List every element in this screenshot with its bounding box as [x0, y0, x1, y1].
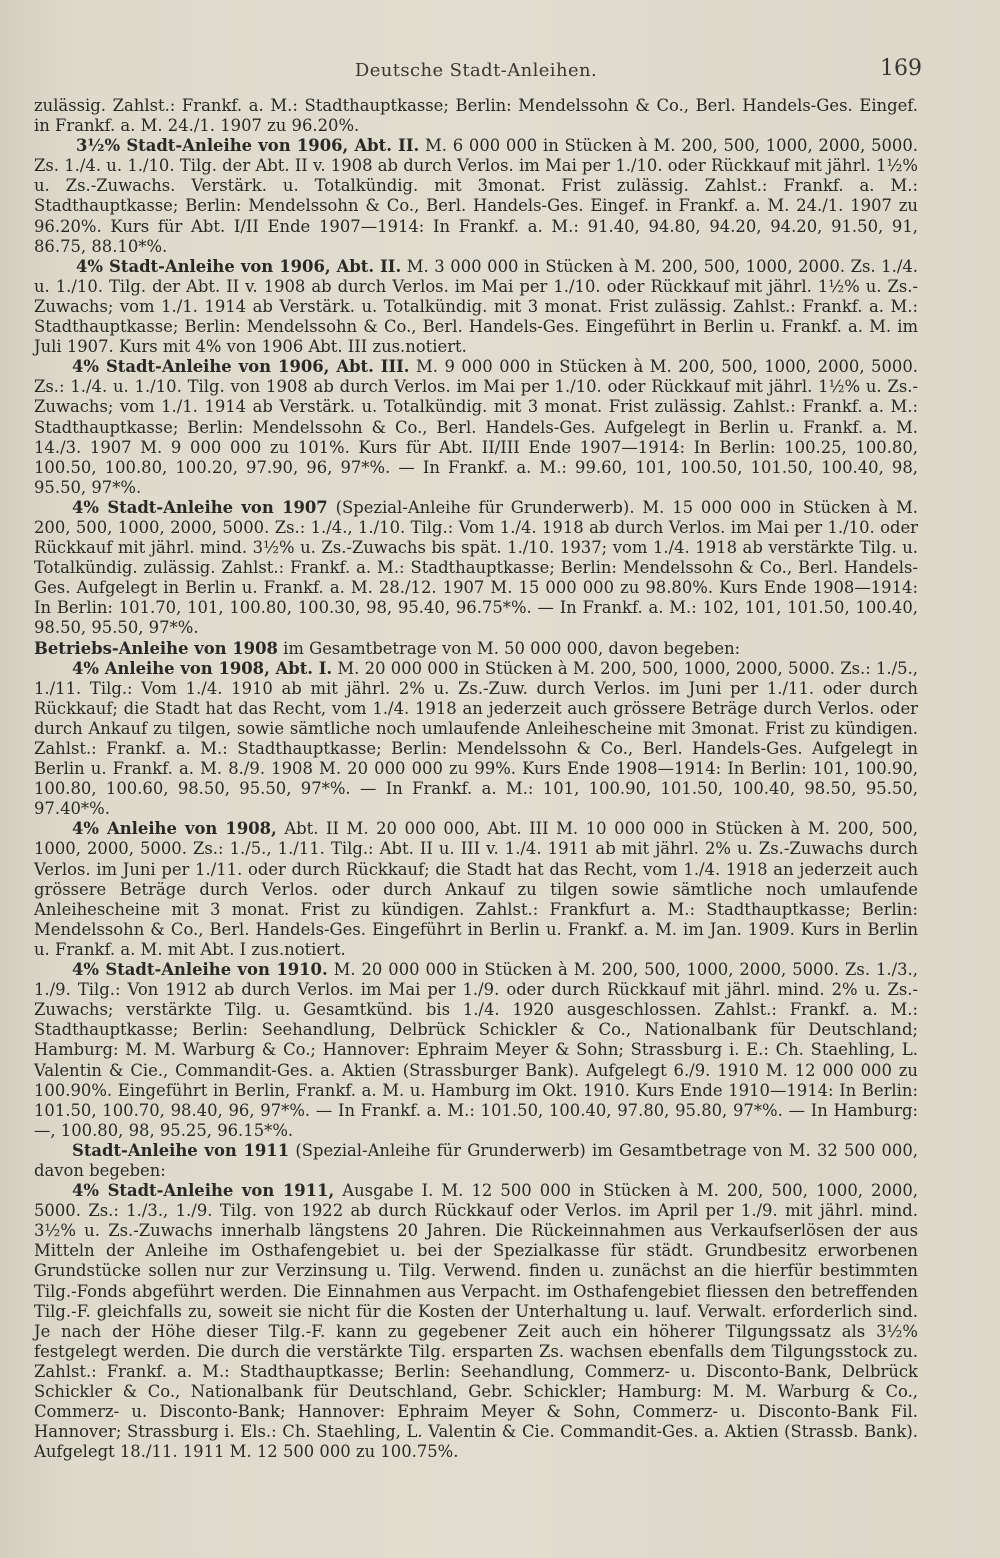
paragraph-body: M. 3 000 000 in Stücken à M. 200, 500, 1000, 2000. Zs. 1./4. u. 1./10. Tilg. der Abt. II v. 1908 ab durch Verlos. im Mai per 1./10. oder Rückkauf mit jährl. 1½% u. Zs.-Zuwachs; vom 1./1. 1914 ab Verstärk. u. Totalkündig. mit 3 monat. Frist zulässig. Zahlst.: Frankf. a. M.: Stadthauptkasse; Berlin: Mendelssohn & Co., Berl. Handels-Ges. Eingeführt in Berlin u. Frankf. a. M. im Juli 1907. Kurs mit 4% von 1906 Abt. III zus.notiert.: [34, 256, 918, 357]
paragraph-body: M. 6 000 000 in Stücken à M. 200, 500, 1000, 2000, 5000. Zs. 1./4. u. 1./10. Tilg. der Abt. II v. 1908 ab durch Verlos. im Mai per 1./10. oder Rückkauf mit jährl. 1½% u. Zs.-Zuwachs. Verstärk. u. Totalkündig. mit 3monat. Frist zulässig. Zahlst.: Frankf. a. M.: Stadthauptkasse; Berlin: Mendelssohn & Co., Berl. Handels-Ges. Eingef. in Frankf. a. M. 24./1. 1907 zu 96.20%. Kurs für Abt. I/II Ende 1907—1914: In Frankf. a. M.: 91.40, 94.80, 94.20, 94.20, 91.50, 91, 86.75, 88.10*%.: [34, 136, 918, 256]
loan-title: 4% Stadt-Anleihe von 1911,: [72, 1181, 335, 1201]
loan-title: 4% Stadt-Anleihe von 1907: [72, 497, 328, 517]
paragraph-body: (Spezial-Anleihe für Grunderwerb). M. 15 000 000 in Stücken à M. 200, 500, 1000, 2000, 5000. Zs.: 1./4., 1./10. Tilg.: Vom 1./4. 1918 ab durch Verlos. im Mai per 1./10. oder Rückkauf mit jährl. mind. 3½% u. Zs.-Zuwachs bis spät. 1./10. 1937; vom 1./4. 1918 ab verstärkte Tilg. u. Totalkündig. zulässig. Zahlst.: Frankf. a. M.: Stadthauptkasse; Berlin: Mendelssohn & Co., Berl. Handels-Ges. Aufgelegt in Berlin u. Frankf. a. M. 28./12. 1907 M. 15 000 000 zu 98.80%. Kurs Ende 1908—1914: In Berlin: 101.70, 101, 100.80, 100.30, 98, 95.40, 96.75*%. — In Frankf. a. M.: 102, 101, 101.50, 100.40, 98.50, 95.50, 97*%.: [34, 497, 919, 638]
paragraph: [34, 136, 918, 257]
loan-title: 3½% Stadt-Anleihe von 1906, Abt. II.: [76, 136, 420, 156]
paragraph-body: Abt. II M. 20 000 000, Abt. III M. 10 000 000 in Stücken à M. 200, 500, 1000, 2000, 5000. Zs.: 1./5., 1./11. Tilg.: Abt. II u. III v. 1./4. 1911 ab mit jährl. 2% u. Zs.-Zuwachs durch Verlos. im Juni per 1./11. oder durch Rückkauf; die Stadt hat das Recht, vom 1./4. 1918 an jederzeit auch grössere Beträge durch Verlos. oder durch Ankauf zu tilgen sowie sämtliche noch umlaufende Anleihescheine mit 3 monat. Frist zu kündigen. Zahlst.: Frankfurt a. M.: Stadthauptkasse; Berlin: Mendelssohn & Co., Berl. Handels-Ges. Eingeführt in Berlin u. Frankf. a. M. im Jan. 1909. Kurs in Berlin u. Frankf. a. M. mit Abt. I zus.notiert.: [34, 819, 918, 959]
paragraph-body: M. 20 000 000 in Stücken à M. 200, 500, 1000, 2000, 5000. Zs.: 1./5., 1./11. Tilg.: Vom 1./4. 1910 ab mit jährl. 2% u. Zs.-Zuw. durch Verlos. im Juni per 1./11. oder durch Rückkauf; die Stadt hat das Recht, vom 1./4. 1918 an jederzeit auch grössere Beträge durch Verlos. oder durch Ankauf zu tilgen, sowie sämtliche noch umlaufende Anleihescheine mit 3monat. Frist zu kündigen. Zahlst.: Frankf. a. M.: Stadthauptkasse; Berlin: Mendelssohn & Co., Berl. Handels-Ges. Aufgelegt in Berlin u. Frankf. a. M. 8./9. 1908 M. 20 000 000 zu 99%. Kurs Ende 1908—1914: In Berlin: 101, 100.90, 100.80, 100.60, 98.50, 95.50, 97*%. — In Frankf. a. M.: 101, 100.90, 101.50, 100.40, 98.50, 95.50, 97.40*%.: [34, 658, 918, 819]
paragraph: [34, 659, 918, 820]
paragraph: [34, 819, 918, 960]
paragraph: [34, 1141, 918, 1181]
paragraph-body: zulässig. Zahlst.: Frankf. a. M.: Stadthauptkasse; Berlin: Mendelssohn & Co., Berl. Handels-Ges. Eingef. in Frankf. a. M. 24./1. 1907 zu 96.20%.: [34, 96, 918, 136]
loan-title: 4% Stadt-Anleihe von 1910.: [72, 960, 328, 980]
paragraph: [34, 96, 918, 136]
page-header: [34, 56, 922, 96]
loan-title: Betriebs-Anleihe von 1908: [34, 638, 278, 658]
paragraph: [34, 639, 918, 659]
loan-title: Stadt-Anleihe von 1911: [72, 1140, 290, 1160]
paragraph-body: M. 20 000 000 in Stücken à M. 200, 500, 1000, 2000, 5000. Zs. 1./3., 1./9. Tilg.: Von 1912 ab durch Verlos. im Mai per 1./9. oder durch Rückkauf mit jährl. mind. 2% u. Zs.-Zuwachs; verstärkte Tilg. u. Gesamtkünd. bis 1./4. 1920 ausgeschlossen. Zahlst.: Frankf. a. M.: Stadthauptkasse; Berlin: Seehandlung, Delbrück Schickler & Co., Nationalbank für Deutschland; Hamburg: M. M. Warburg & Co.; Hannover: Ephraim Meyer & Sohn; Strassburg i. E.: Ch. Staehling, L. Valentin & Cie., Commandit-Ges. a. Aktien (Strassburger Bank). Aufgelegt 6./9. 1910 M. 12 000 000 zu 100.90%. Eingeführt in Berlin, Frankf. a. M. u. Hamburg im Okt. 1910. Kurs Ende 1910—1914: In Berlin: 101.50, 100.70, 98.40, 96, 97*%. — In Frankf. a. M.: 101.50, 100.40, 97.80, 95.80, 97*%. — In Hamburg: —, 100.80, 98, 95.25, 96.15*%.: [34, 960, 918, 1140]
loan-title: 4% Stadt-Anleihe von 1906, Abt. III.: [72, 357, 410, 377]
loan-title: 4% Anleihe von 1908,: [72, 819, 277, 839]
paragraph-body: Ausgabe I. M. 12 500 000 in Stücken à M. 200, 500, 1000, 2000, 5000. Zs.: 1./3., 1./9. Tilg. von 1922 ab durch Rückkauf oder Verlos. im April per 1./9. mit jährl. mind. 3½% u. Zs.-Zuwachs innerhalb längstens 20 Jahren. Die Rückeinnahmen aus Verkaufserlösen der aus Mitteln der Anleihe im Osthafengebiet u. bei der Spezialkasse für städt. Grundbesitz erworbenen Grundstücke sollen nur zur Verzinsung u. Tilg. Verwend. finden u. zunächst an die hierfür bestimmten Tilg.-Fonds abgeführt werden. Die Einnahmen aus Verpacht. im Osthafengebiet fliessen den betreffenden Tilg.-F. gleichfalls zu, soweit sie nicht für die Kosten der Unterhaltung u. lauf. Verwalt. erforderlich sind. Je nach der Höhe dieser Tilg.-F. kann zu gegebener Zeit auch ein höherer Tilgungssatz als 3½% festgelegt werden. Die durch die verstärkte Tilg. ersparten Zs. wachsen ebenfalls dem Tilgungsstock zu. Zahlst.: Frankf. a. M.: Stadthauptkasse; Berlin: Seehandlung, Commerz- u. Disconto-Bank, Delbrück Schickler & Co., Nationalbank für Deutschland, Gebr. Schickler; Hamburg: M. M. Warburg & Co., Commerz- u. Disconto-Bank; Hannover: Ephraim Meyer & Sohn, Commerz- u. Disconto-Bank Fil. Hannover; Strassburg i. Els.: Ch. Staehling, L. Valentin & Cie. Commandit-Ges. a. Aktien (Strassb. Bank). Aufgelegt 18./11. 1911 M. 12 500 000 zu 100.75%.: [34, 1181, 918, 1462]
paragraph: [34, 257, 918, 357]
running-title: Deutsche Stadt-Anleihen.: [354, 60, 598, 81]
loan-title: 4% Anleihe von 1908, Abt. I.: [72, 658, 333, 678]
paragraph: [34, 498, 918, 639]
paragraph-body: im Gesamtbetrage von M. 50 000 000, davon begeben:: [283, 638, 741, 658]
paragraph-body: M. 9 000 000 in Stücken à M. 200, 500, 1000, 2000, 5000. Zs.: 1./4. u. 1./10. Tilg. von 1908 ab durch Verlos. im Mai per 1./10. oder Rückkauf mit jährl. 1½% u. Zs.-Zuwachs; vom 1./1. 1914 ab Verstärk. u. Totalkündig. mit 3 monat. Frist zulässig. Zahlst.: Frankf. a. M.: Stadthauptkasse; Berlin: Mendelssohn & Co., Berl. Handels-Ges. Aufgelegt in Berlin u. Frankf. a. M. 14./3. 1907 M. 9 000 000 zu 101%. Kurs für Abt. II/III Ende 1907—1914: In Berlin: 100.25, 100.80, 100.50, 100.80, 100.20, 97.90, 96, 97*%. — In Frankf. a. M.: 99.60, 101, 100.50, 101.50, 100.40, 98, 95.50, 97*%.: [34, 357, 918, 497]
paragraph-body: (Spezial-Anleihe für Grunderwerb) im Gesamtbetrage von M. 32 500 000, davon begeben:: [34, 1140, 918, 1180]
loan-title: 4% Stadt-Anleihe von 1906, Abt. II.: [76, 256, 402, 276]
body-text: [34, 96, 918, 1462]
paragraph: [34, 960, 918, 1141]
page-number: 169: [880, 56, 922, 81]
paragraph: [34, 1181, 918, 1462]
paragraph: [34, 357, 918, 498]
